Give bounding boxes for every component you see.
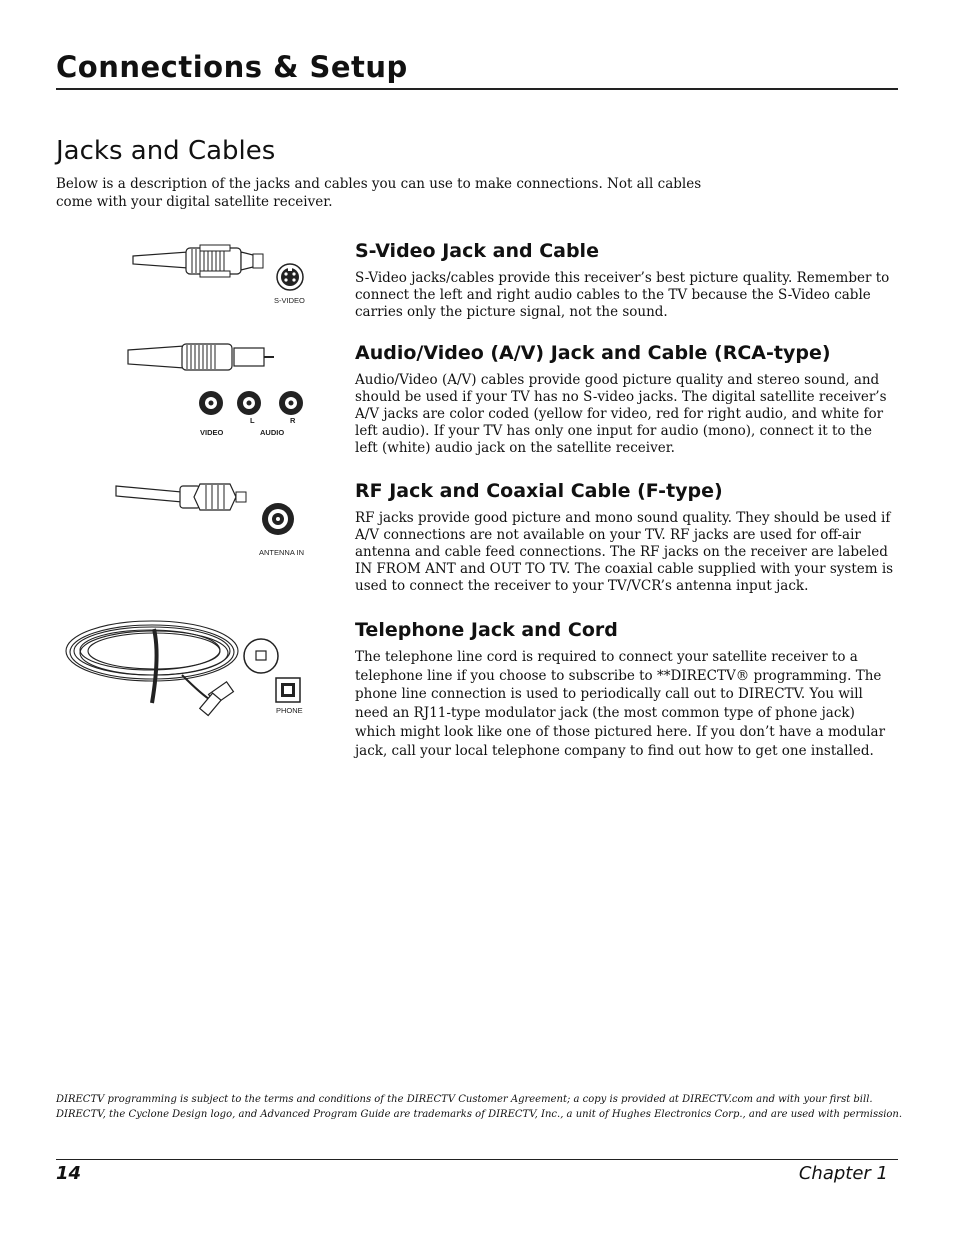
- section-body-rf: RF jacks provide good picture and mono sound quality. They should be used if A/V connections are not available on your TV. RF jacks are used for off-air antenna and cable feed connections. The RF jacks on the receiver are labeled IN FROM ANT and OUT TO TV. The coaxial cable supplied with your system is used to connect the receiver to your TV/VCR’s antenna input jack.: [355, 510, 894, 594]
- footnote-line-1: DIRECTV programming is subject to the terms and conditions of the DIRECTV Customer Agreement; a copy is provided at DIRECTV.com and with your first bill.: [56, 1094, 873, 1105]
- rf-cable-illustration: [112, 478, 312, 550]
- av-cable-illustration: [124, 340, 314, 430]
- audio-jack-label: AUDIO: [260, 428, 285, 437]
- s-video-jack-label: S-VIDEO: [274, 296, 305, 305]
- intro-paragraph: Below is a description of the jacks and cables you can use to make connections. Not all cables come with your digital satellite receiver.: [56, 176, 702, 210]
- telephone-cord-illustration: [62, 615, 312, 720]
- section-heading-av: Audio/Video (A/V) Jack and Cable (RCA-type): [355, 342, 831, 364]
- footer-rule: [56, 1159, 898, 1160]
- antenna-in-label: ANTENNA IN: [259, 548, 305, 557]
- section-body-av: Audio/Video (A/V) cables provide good picture quality and stereo sound, and should be used if your TV has no S-video jacks. The digital satellite receiver’s A/V jacks are color coded (yellow for video, red for right audio, and white for left audio). If your TV has only one input for audio (mono), connect it to the left (white) audio jack on the satellite receiver.: [355, 372, 887, 456]
- phone-jack-label: PHONE: [276, 706, 303, 715]
- page-title: Jacks and Cables: [56, 136, 276, 166]
- video-jack-label: VIDEO: [200, 428, 224, 437]
- section-heading-rf: RF Jack and Coaxial Cable (F-type): [355, 480, 723, 502]
- section-body-telephone: The telephone line cord is required to connect your satellite receiver to a telephone line if you choose to subscribe to **DIRECTV® programming. The phone line connection is used to periodically call out to DIRECTV. You will need an RJ11-type modulator jack (the most common type of phone jack) which might look like one of those pictured here. If you don’t have a modular jack, call your local telephone company to find out how to get one installed.: [355, 649, 886, 759]
- page-number: 14: [56, 1163, 82, 1184]
- section-heading-s-video: S-Video Jack and Cable: [355, 240, 599, 262]
- chapter-label: Chapter 1: [798, 1163, 888, 1184]
- header-rule: [56, 88, 898, 90]
- audio-left-label: L: [250, 416, 255, 425]
- footnote-line-2: DIRECTV, the Cyclone Design logo, and Advanced Program Guide are trademarks of DIRECTV, Inc., a unit of Hughes Electronics Corp., and are used with permission.: [56, 1109, 903, 1120]
- section-body-s-video: S-Video jacks/cables provide this receiver’s best picture quality. Remember to connect the left and right audio cables to the TV because the S-Video cable carries only the picture signal, not the sound.: [355, 270, 890, 320]
- header-title: Connections & Setup: [56, 50, 408, 84]
- audio-right-label: R: [290, 416, 296, 425]
- footnote: [56, 1092, 916, 1122]
- section-heading-telephone: Telephone Jack and Cord: [355, 619, 618, 641]
